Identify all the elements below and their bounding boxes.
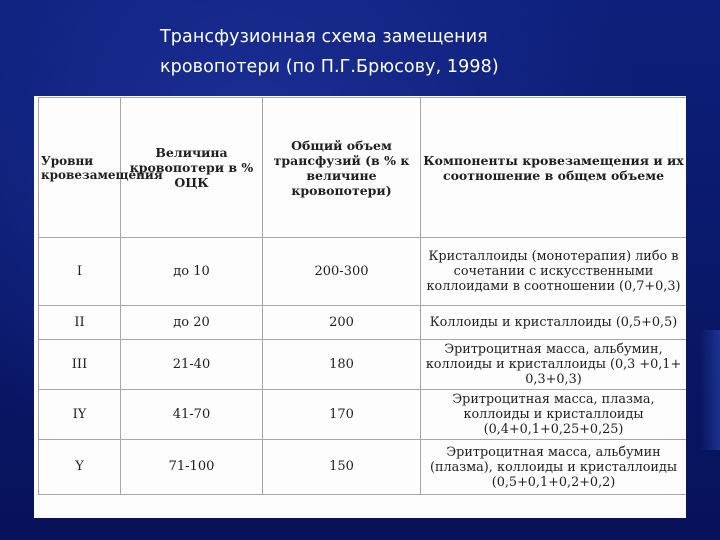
cell-volume: 200-300 (263, 238, 421, 306)
cell-volume: 150 (263, 440, 421, 495)
transfusion-table-image (34, 96, 686, 518)
cell-volume: 180 (263, 340, 421, 390)
header-components: Компоненты кровезамещения и их соотношение в общем объеме (421, 98, 687, 238)
header-volume: Общий объем трансфузий (в % к величине кровопотери) (263, 98, 421, 238)
cell-volume: 170 (263, 390, 421, 440)
table-row (39, 440, 687, 495)
header-loss: Величина кровопотери в % ОЦК (121, 98, 263, 238)
cell-level: I (39, 238, 121, 306)
cell-loss: 71-100 (121, 440, 263, 495)
cell-components: Эритроцитная масса, альбумин, коллоиды и кристаллоиды (0,3 +0,1+ 0,3+0,3) (421, 340, 687, 390)
cell-loss: 21-40 (121, 340, 263, 390)
table-row (39, 340, 687, 390)
cell-components: Эритроцитная масса, плазма, коллоиды и кристаллоиды (0,4+0,1+0,25+0,25) (421, 390, 687, 440)
title-line-1: Трансфузионная схема замещения (160, 27, 488, 47)
slide-title (160, 22, 660, 82)
table-row (39, 238, 687, 306)
cell-volume: 200 (263, 306, 421, 340)
title-line-2: кровопотери (по П.Г.Брюсову, 1998) (160, 57, 499, 77)
cell-level: III (39, 340, 121, 390)
header-level: Уровни кровезамещения (39, 98, 121, 238)
cell-level: Y (39, 440, 121, 495)
table-row (39, 390, 687, 440)
cell-level: II (39, 306, 121, 340)
cell-loss: 41-70 (121, 390, 263, 440)
cell-level: IY (39, 390, 121, 440)
cell-components: Кристаллоиды (монотерапия) либо в сочетании с искусственными коллоидами в соотношении (0,7+0,3) (421, 238, 687, 306)
cell-components: Коллоиды и кристаллоиды (0,5+0,5) (421, 306, 687, 340)
cell-components: Эритроцитная масса, альбумин (плазма), коллоиды и кристаллоиды (0,5+0,1+0,2+0,2) (421, 440, 687, 495)
background-accent (700, 330, 720, 450)
cell-loss: до 20 (121, 306, 263, 340)
cell-loss: до 10 (121, 238, 263, 306)
table-header-row (39, 98, 687, 238)
table-row (39, 306, 687, 340)
transfusion-table (38, 97, 686, 495)
